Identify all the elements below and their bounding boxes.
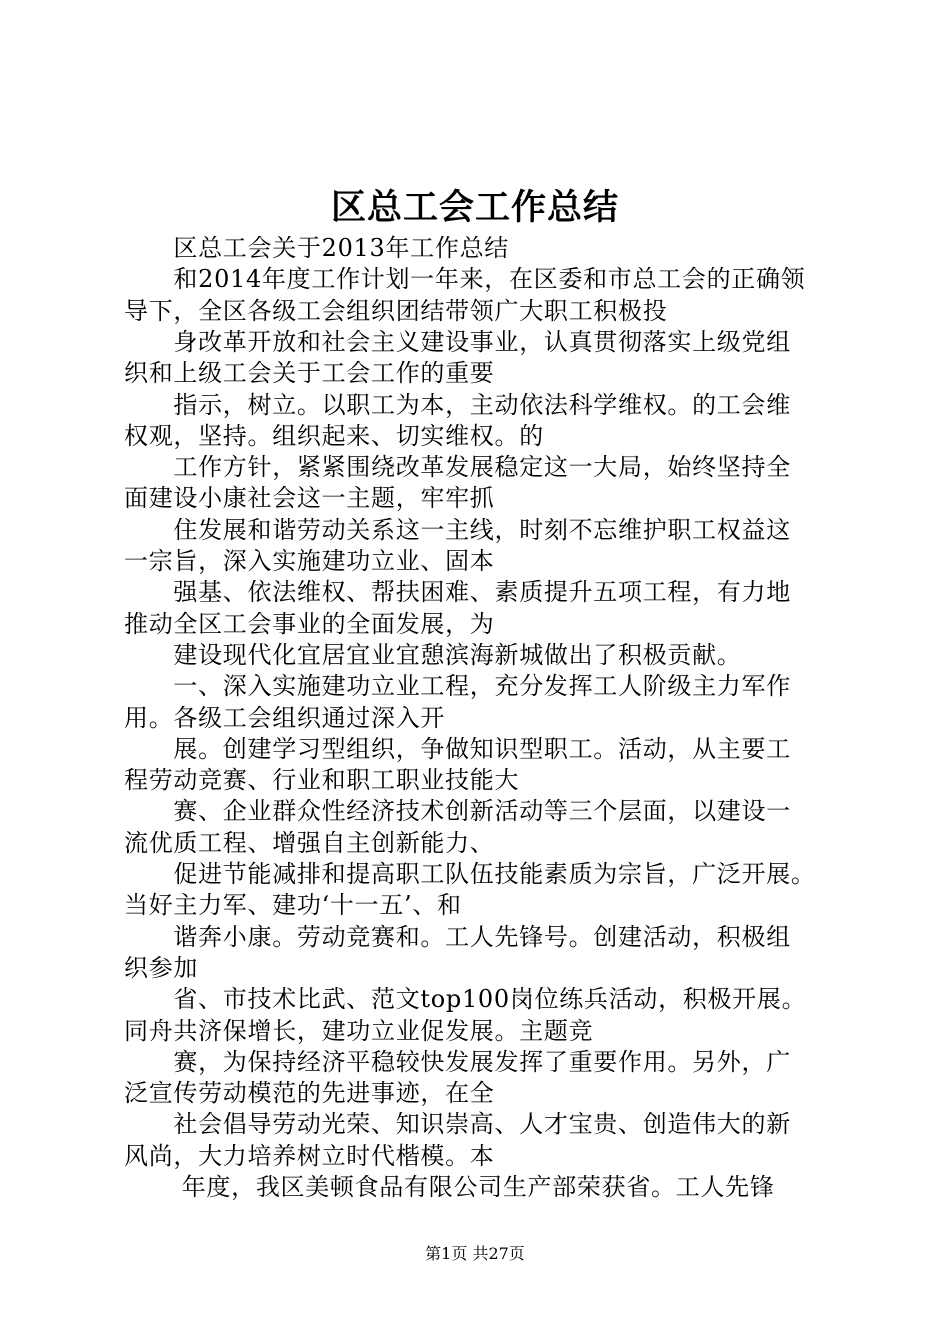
body-line: 赛，为保持经济平稳较快发展发挥了重要作用。另外，广 (124, 1047, 791, 1076)
body-line: 赛、企业群众性经济技术创新活动等三个层面，以建设一 (124, 797, 791, 826)
page-footer: 第1页 共27页 (425, 1244, 525, 1263)
document-title: 区总工会工作总结 (330, 187, 619, 228)
body-line: 用。各级工会组织通过深入开 (124, 703, 446, 732)
body-line: 流优质工程、增强自主创新能力、 (124, 828, 495, 857)
body-line: 谐奔小康。劳动竞赛和。工人先锋号。创建活动，积极组 (124, 922, 791, 951)
body-line: 建设现代化宜居宜业宜憩滨海新城做出了积极贡献。 (124, 640, 742, 669)
body-line: 和2014年度工作计划一年来，在区委和市总工会的正确领 (124, 265, 806, 294)
body-line: 风尚，大力培养树立时代楷模。本 (124, 1141, 495, 1170)
body-line: 促进节能减排和提高职工队伍技能素质为宗旨，广泛开展。 (124, 860, 816, 888)
body-line: 一宗旨，深入实施建功立业、固本 (124, 547, 495, 575)
body-line: 工作方针，紧紧围绕改革发展稳定这一大局，始终坚持全 (124, 453, 791, 482)
body-line: 织参加 (124, 953, 199, 982)
body-line: 区总工会关于2013年工作总结 (124, 234, 509, 262)
body-line: 指示，树立。以职工为本，主动依法科学维权。的工会维 (124, 390, 791, 419)
body-line: 当好主力军、建功‘十一五’、和 (124, 891, 462, 920)
body-line: 导下，全区各级工会组织团结带领广大职工积极投 (124, 296, 668, 325)
body-line: 身改革开放和社会主义建设事业，认真贯彻落实上级党组 (124, 327, 791, 356)
body-line: 织和上级工会关于工会工作的重要 (124, 359, 495, 388)
body-line: 推动全区工会事业的全面发展，为 (124, 609, 495, 638)
body-line: 权观，坚持。组织起来、切实维权。的 (124, 421, 544, 450)
body-line: 程劳动竞赛、行业和职工职业技能大 (124, 766, 520, 795)
body-line: 展。创建学习型组织，争做知识型职工。活动，从主要工 (124, 734, 791, 763)
body-line: 面建设小康社会这一主题，牢牢抓 (124, 484, 495, 513)
body-line: 强基、依法维权、帮扶困难、素质提升五项工程，有力地 (124, 578, 791, 607)
body-line: 住发展和谐劳动关系这一主线，时刻不忘维护职工权益这 (124, 515, 791, 544)
body-line: 省、市技术比武、范文top100岗位练兵活动，积极开展。 (124, 985, 807, 1014)
body-line: 同舟共济保增长，建功立业促发展。主题竞 (124, 1016, 594, 1045)
body-line: 年度，我区美顿食品有限公司生产部荣获省。工人先锋 (124, 1173, 775, 1201)
body-line: 一、深入实施建功立业工程，充分发挥工人阶级主力军作 (124, 672, 791, 701)
body-line: 社会倡导劳动光荣、知识崇高、人才宝贵、创造伟大的新 (124, 1110, 791, 1139)
body-line: 泛宣传劳动模范的先进事迹，在全 (124, 1079, 495, 1108)
